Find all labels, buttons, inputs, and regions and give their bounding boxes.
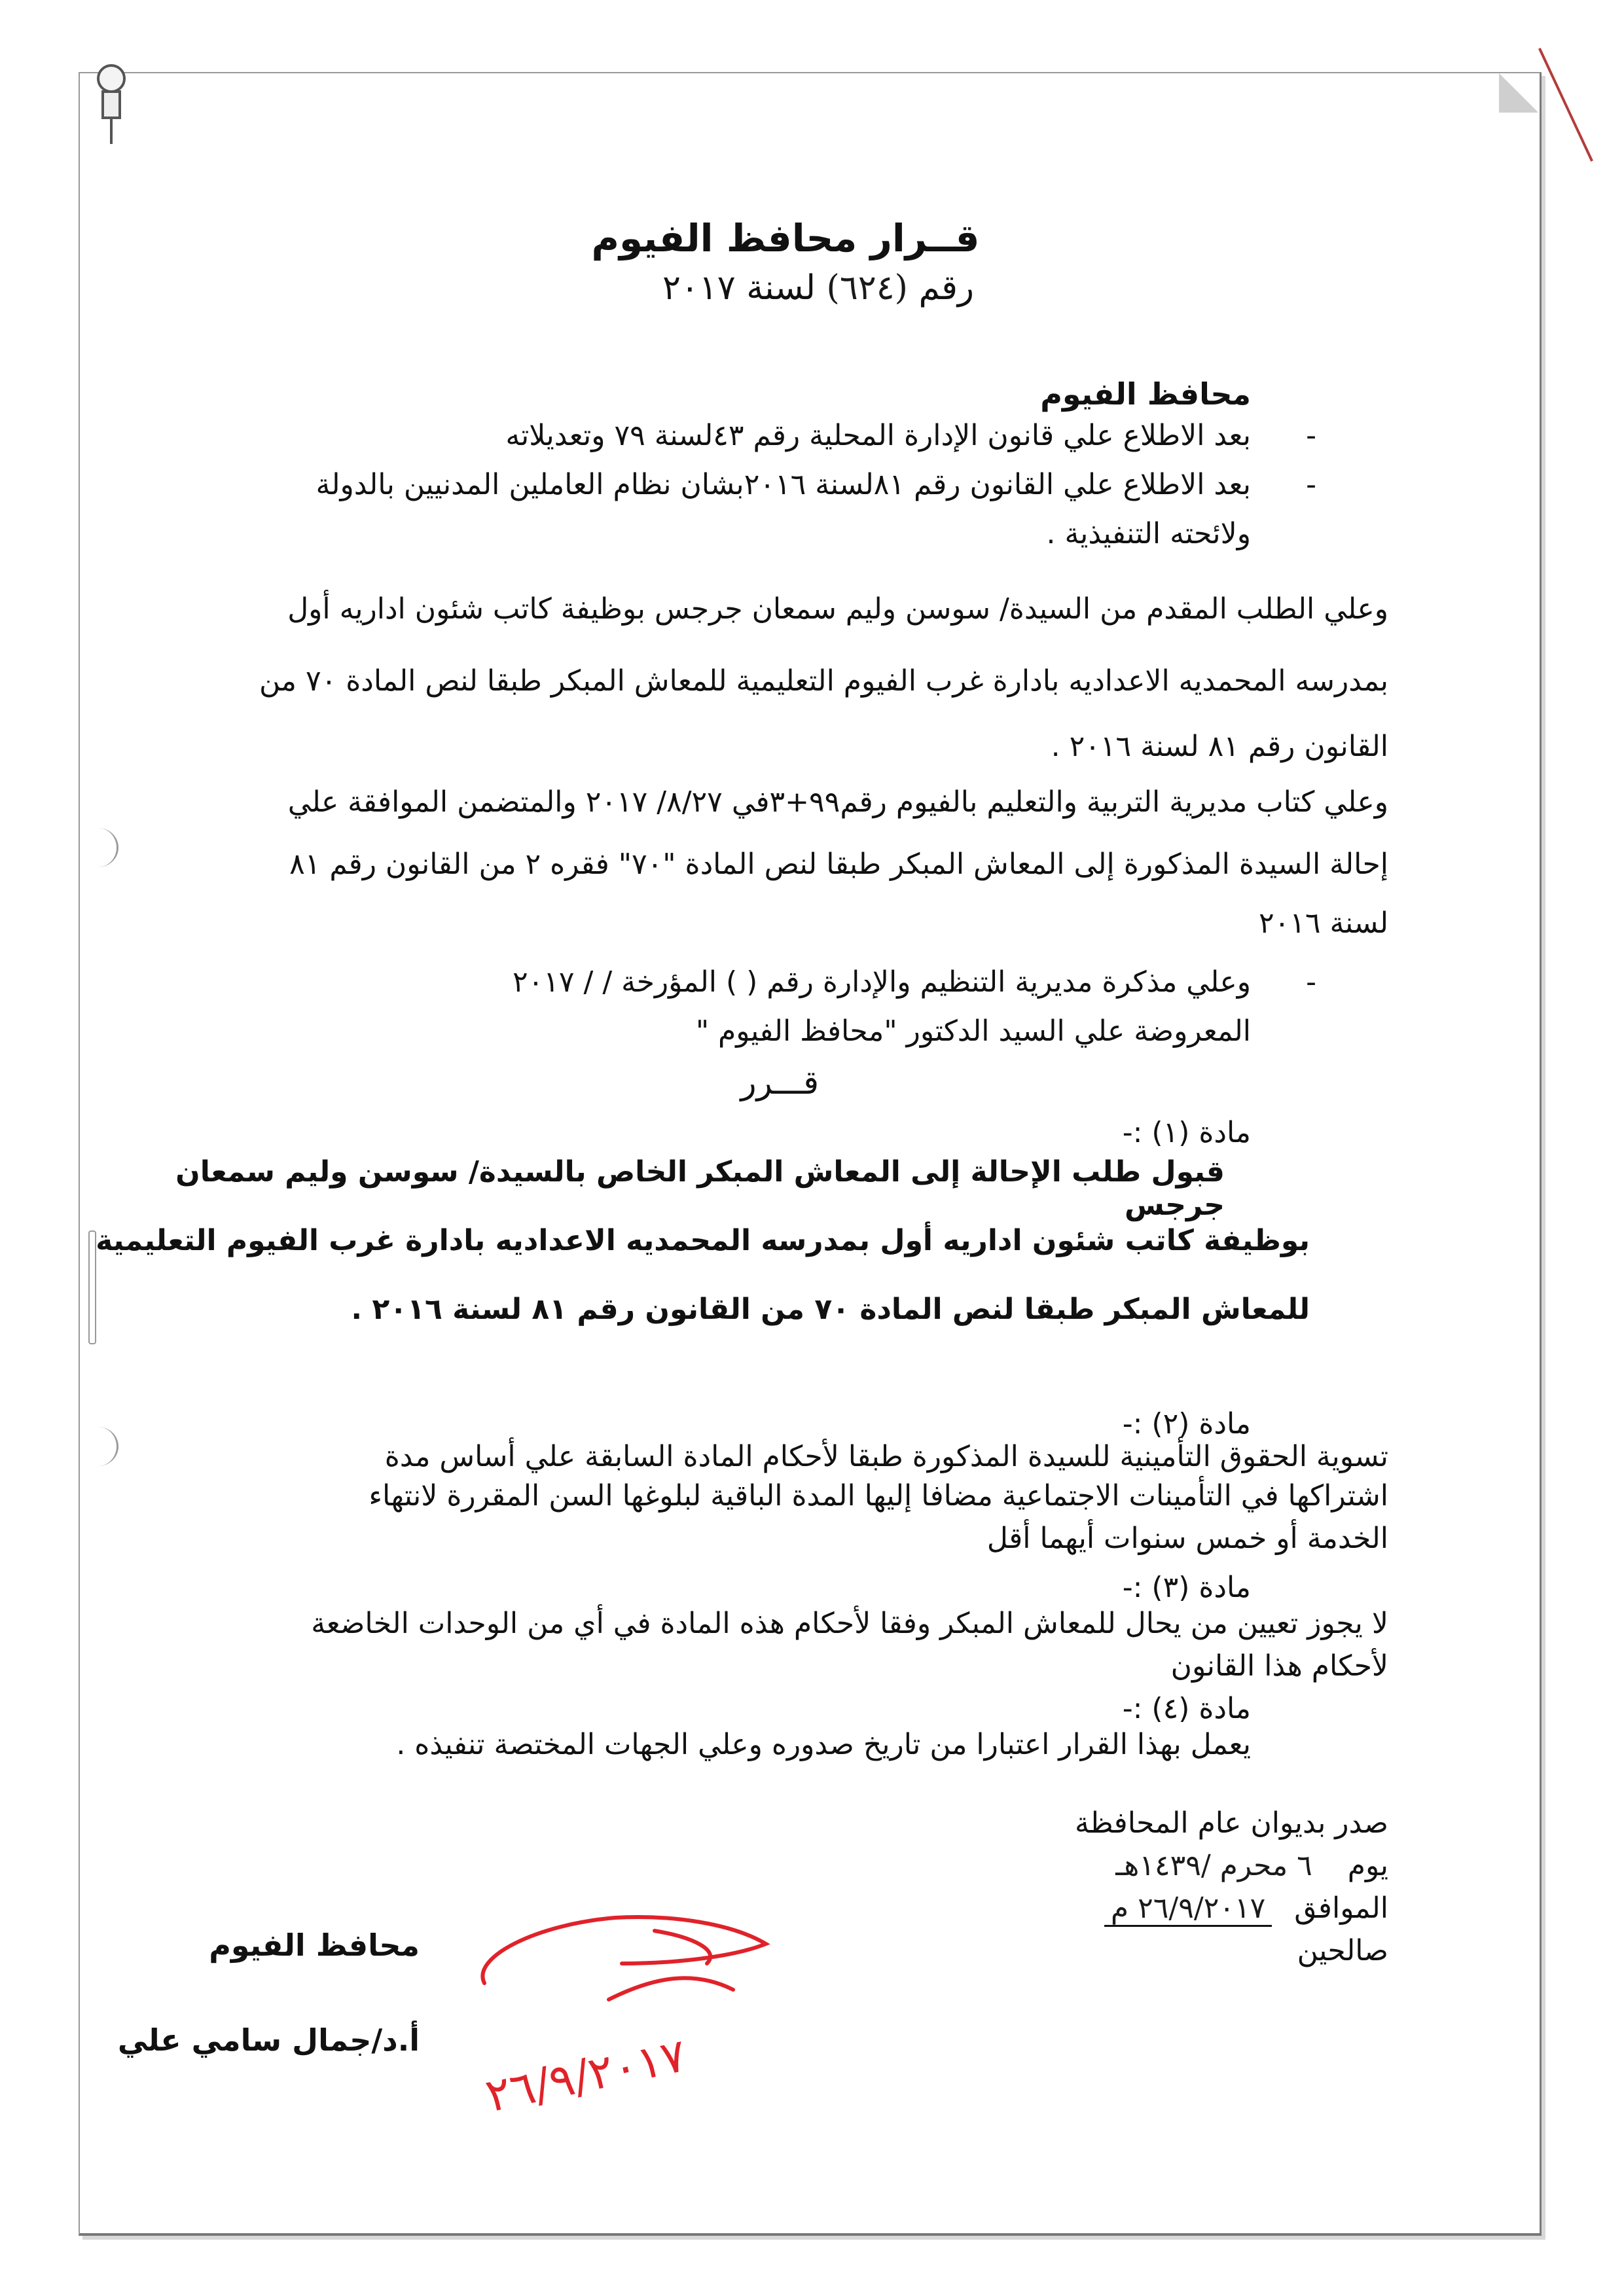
binder-hole-bottom [77,1427,118,1466]
request-line-3: القانون رقم ٨١ لسنة ٢٠١٦ . [1051,730,1388,763]
article-4-heading: مادة (٤) :- [1122,1692,1251,1725]
preamble-bullet-2-cont: ولائحته التنفيذية . [1046,517,1251,550]
decree-number [589,268,1047,308]
article-1-heading: مادة (١) :- [1122,1116,1251,1149]
article-1-line-1: قبول طلب الإحالة إلى المعاش المبكر الخاص بالسيدة/ سوسن وليم سمعان جرجس [175,1155,1225,1222]
memo-line-2: المعروضة علي السيد الدكتور "محافظ الفيوم " [695,1014,1251,1048]
decides-heading: قـــرر [740,1064,819,1102]
intro-heading: محافظ الفيوم [1040,376,1251,412]
staple [88,1230,96,1344]
memo-line-1: وعلي مذكرة مديرية التنظيم والإدارة رقم ( ) المؤرخة / / ٢٠١٧ - [513,965,1316,999]
article-2-heading: مادة (٢) :- [1122,1407,1251,1441]
directorate-line-3: لسنة ٢٠١٦ [1258,906,1388,940]
gregorian-date: ٢٦/٩/٢٠١٧ م [1104,1892,1272,1927]
governor-name: أ.د/جمال سامي علي [117,2022,420,2058]
issued-place: صالحين [1297,1934,1388,1967]
article-2-line-1: تسوية الحقوق التأمينية للسيدة المذكورة طبقا لأحكام المادة السابقة علي أساس مدة [384,1440,1388,1473]
article-2-line-2: اشتراكها في التأمينات الاجتماعية مضافا إليها المدة الباقية لبلوغها السن المقررة لانتهاء [369,1479,1388,1513]
number-year: لسنة ٢٠١٧ [662,268,816,308]
issued-at: صدر بديوان عام المحافظة [1074,1806,1388,1840]
signature-scribble [458,1885,825,2016]
number-prefix: رقم [918,268,975,308]
governor-title: محافظ الفيوم [209,1928,420,1963]
article-1-line-3: للمعاش المبكر طبقا لنص المادة ٧٠ من القانون رقم ٨١ لسنة ٢٠١٦ . [351,1293,1310,1326]
request-line-1: وعلي الطلب المقدم من السيدة/ سوسن وليم سمعان جرجس بوظيفة كاتب شئون اداريه أول [287,592,1388,626]
decree-title: قــرار محافظ الفيوم [591,216,980,260]
issued-gregorian: الموافق ٢٦/٩/٢٠١٧ م [930,1892,1388,1925]
article-3-line-2: لأحكام هذا القانون [1170,1649,1388,1683]
preamble-bullet-2: بعد الاطلاع علي القانون رقم ٨١لسنة ٢٠١٦بشان نظام العاملين المدنيين بالدولة - [316,468,1316,501]
hijri-date: ٦ محرم /١٤٣٩هـ [1115,1849,1312,1882]
handwritten-signature-date: ٢٦/٩/٢٠١٧ [480,2028,691,2123]
binder-hole-top [77,828,118,867]
directorate-line-1: وعلي كتاب مديرية التربية والتعليم بالفيوم رقم٩٩+٣في ٨/٢٧/ ٢٠١٧ والمتضمن الموافقة علي [287,785,1388,819]
article-4-line-1: يعمل بهذا القرار اعتبارا من تاريخ صدوره وعلي الجهات المختصة تنفيذه . [396,1728,1251,1761]
pen-mark [1538,48,1593,162]
article-3-heading: مادة (٣) :- [1122,1571,1251,1604]
number-handwritten: (٦٢٤) [826,268,908,308]
preamble-bullet-1: بعد الاطلاع علي قانون الإدارة المحلية رقم ٤٣لسنة ٧٩ وتعديلاته - [505,419,1316,452]
folded-corner [1499,73,1538,113]
issued-hijri: يوم ٦ محرم /١٤٣٩هـ [1115,1849,1388,1882]
article-2-line-3: الخدمة أو خمس سنوات أيهما أقل [986,1522,1388,1555]
article-3-line-1: لا يجوز تعيين من يحال للمعاش المبكر وفقا لأحكام هذه المادة في أي من الوحدات الخاضعة [311,1607,1388,1640]
request-line-2: بمدرسه المحمديه الاعداديه بادارة غرب الفيوم التعليمية للمعاش المبكر طبقا لنص المادة ٧٠ من [259,664,1388,698]
article-1-line-2: بوظيفة كاتب شئون اداريه أول بمدرسه المحمديه الاعداديه بادارة غرب الفيوم التعليمية [96,1224,1310,1257]
directorate-line-2: إحالة السيدة المذكورة إلى المعاش المبكر طبقا لنص المادة "٧٠" فقره ٢ من القانون رقم ٨١ [289,848,1388,881]
pushpin-icon [88,62,134,147]
